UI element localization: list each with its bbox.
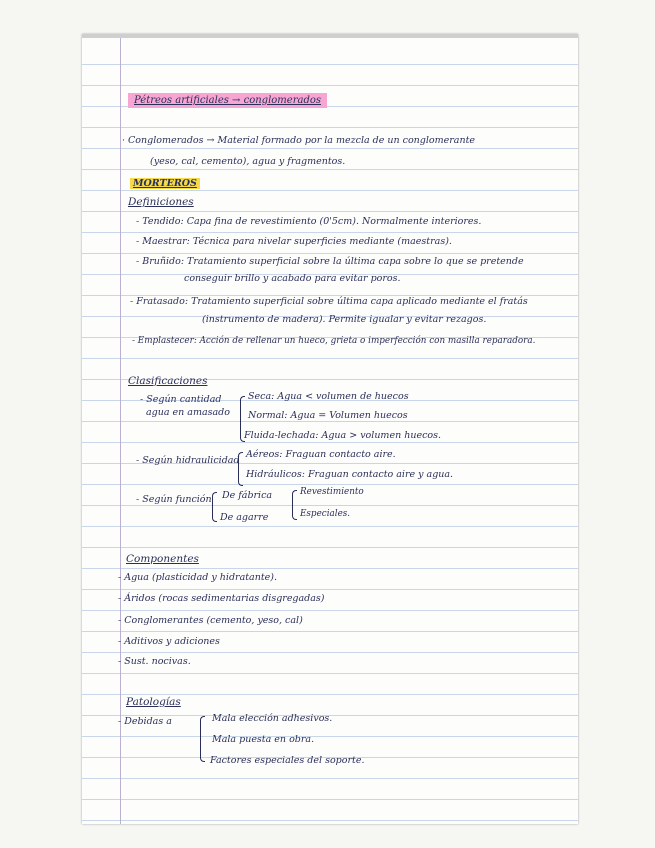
intro-line-2: (yeso, cal, cemento), agua y fragmentos. [150,156,346,167]
label-segun-cantidad-1: - Según cantidad [140,394,222,405]
label-segun-funcion: - Según función [136,494,212,505]
definition-brunido-2: conseguir brillo y acabado para evitar poros. [184,273,401,284]
componente-aditivos: - Aditivos y adiciones [118,636,220,647]
patologias-debidas-a: - Debidas a [118,716,172,727]
intro-line-1: · Conglomerados → Material formado por la mezcla de un conglomerante [122,135,476,146]
componente-conglomerantes: - Conglomerantes (cemento, yeso, cal) [118,615,303,626]
cantidad-fluida: Fluida-lechada: Agua > volumen huecos. [244,430,441,441]
patologia-adhesivos: Mala elección adhesivos. [212,713,333,724]
section-morteros: MORTEROS [130,178,200,189]
definition-fratasado-2: (instrumento de madera). Permite igualar y evitar rezagos. [202,314,487,325]
definition-tendido: - Tendido: Capa fina de revestimiento (0'5cm). Normalmente interiores. [136,216,482,227]
componente-aridos: - Áridos (rocas sedimentarias disgregadas) [118,593,325,604]
brace-patologias [200,716,205,762]
funcion-de-agarre: De agarre [220,512,269,523]
componente-agua: - Agua (plasticidad y hidratante). [118,572,277,583]
hidraulicidad-hidraulicos: Hidráulicos: Fraguan contacto aire y agua. [246,469,454,480]
label-segun-cantidad-2: agua en amasado [146,407,230,418]
definition-maestrar: - Maestrar: Técnica para nivelar superficies mediante (maestras). [136,236,452,247]
componente-sust-nocivas: - Sust. nocivas. [118,656,191,667]
definition-fratasado-1: - Fratasado: Tratamiento superficial sobre última capa aplicado mediante el fratás [130,296,528,307]
label-segun-hidraulicidad: - Según hidraulicidad [136,455,240,466]
brace-fabrica [292,490,297,520]
heading-clasificaciones: Clasificaciones [128,375,208,387]
heading-definiciones: Definiciones [128,196,194,208]
definition-brunido-1: - Bruñido: Tratamiento superficial sobre la última capa sobre lo que se pretende [136,256,524,267]
hidraulicidad-aereos: Aéreos: Fraguan contacto aire. [246,449,396,460]
fabrica-revestimiento: Revestimiento [300,487,364,497]
fabrica-especiales: Especiales. [300,509,351,519]
heading-componentes: Componentes [126,553,199,565]
patologia-soporte: Factores especiales del soporte. [210,755,365,766]
brace-hidraulicidad [238,452,243,486]
page-title: Pétreos artificiales → conglomerados [128,93,327,108]
funcion-de-fabrica: De fábrica [222,490,273,501]
margin-line [120,34,121,824]
brace-funcion [212,492,217,522]
definition-emplastecer: - Emplastecer: Acción de rellenar un hueco, grieta o imperfección con masilla reparadora. [132,336,536,346]
cantidad-seca: Seca: Agua < volumen de huecos [248,391,409,402]
cantidad-normal: Normal: Agua = Volumen huecos [248,410,408,421]
patologia-puesta-obra: Mala puesta en obra. [212,734,315,745]
heading-patologias: Patologías [126,696,181,708]
page-top-edge [82,34,578,38]
